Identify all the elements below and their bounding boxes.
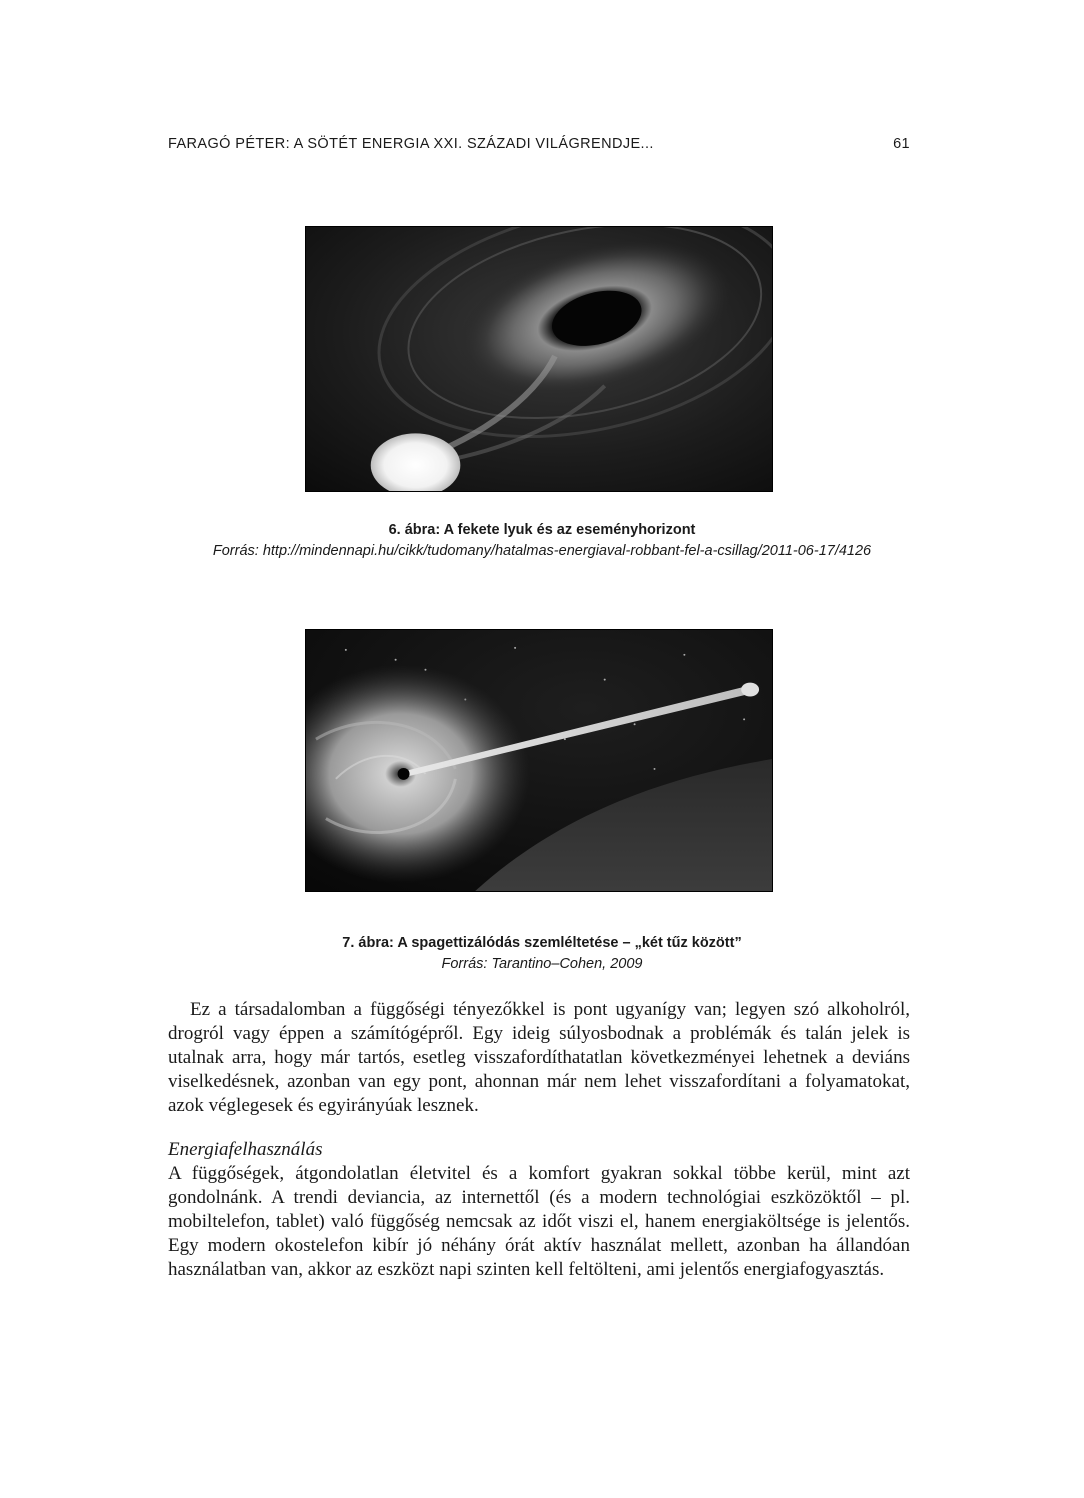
running-header <box>168 136 910 158</box>
figure-7-title: 7. ábra: A spagettizálódás szemléltetése – „két tűz között” <box>342 935 742 951</box>
section-heading: Energiafelhasználás <box>168 1139 323 1160</box>
figure-black-hole-image <box>305 226 773 492</box>
running-title: FARAGÓ PÉTER: A SÖTÉT ENERGIA XXI. SZÁZADI VILÁGRENDJE... <box>168 136 654 152</box>
page-number: 61 <box>893 136 910 152</box>
body-paragraph-1: Ez a társadalomban a függőségi tényezőkkel is pont ugyanígy van; legyen szó alkoholról, drogról vagy éppen a számítógépről. Egy ideig súlyosbodnak a problémák és talán jelek is utalnak arra, hogy már tartós, esetleg visszafordíthatatlan következményei lehetnek a deviáns viselkedésnek, azonban van egy pont, ahonnan már nem lehet visszafordítani a folyamatokat, azok véglegesek és egyirányúak lesznek. <box>168 999 910 1116</box>
figure-6-title: 6. ábra: A fekete lyuk és az eseményhorizont <box>388 522 696 538</box>
figure-7-source: Forrás: Tarantino–Cohen, 2009 <box>441 956 643 972</box>
figure-6-caption <box>160 520 924 562</box>
figure-7-caption <box>160 933 924 975</box>
spaghettification-illustration <box>306 630 772 891</box>
figure-6-source: Forrás: http://mindennapi.hu/cikk/tudomany/hatalmas-energiaval-robbant-fel-a-csillag/2011-06-17/4126 <box>212 543 872 559</box>
black-hole-illustration <box>306 227 772 491</box>
body-paragraph-2: A függőségek, átgondolatlan életvitel és a komfort gyakran sokkal többe kerül, mint azt gondolnánk. A trendi deviancia, az internettől (és a modern technológiai eszközöktől – pl. mobiltelefon, tablet) való függőség nemcsak az időt viszi el, hanem energiaköltsége is jelentős. Egy modern okostelefon kibír jó néhány órát aktív használat mellett, azonban ha állandóan használatban van, akkor az eszközt napi szinten kell feltölteni, ami jelentős energiafogyasztás. <box>168 1163 910 1280</box>
figure-spaghettification-image <box>305 629 773 892</box>
